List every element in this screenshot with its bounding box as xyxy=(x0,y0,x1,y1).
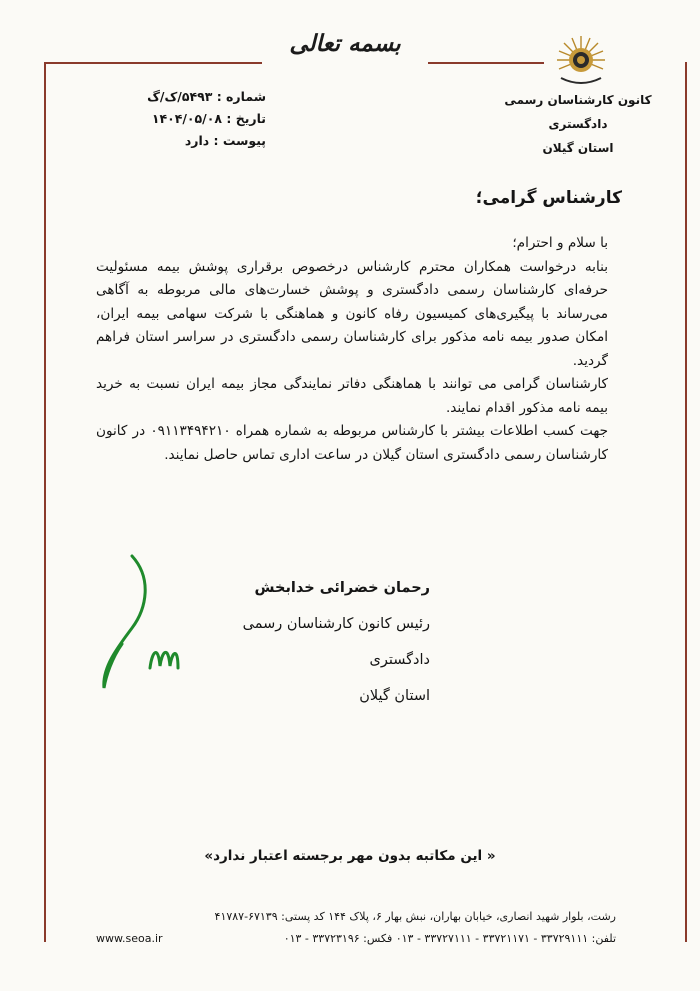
letter-number: شماره : ۵۴۹۳/ک/گ xyxy=(147,89,266,104)
bismillah: بسمه تعالی xyxy=(289,30,401,57)
greeting: با سلام و احترام؛ xyxy=(512,235,608,251)
letter-body xyxy=(96,232,608,467)
organization-emblem-icon xyxy=(550,30,612,86)
letter-attachment: پیوست : دارد xyxy=(184,133,266,148)
signer-name: رحمان خضرائی خدابخش xyxy=(254,580,430,596)
paragraph-2: کارشناسان گرامی می توانند با هماهنگی دفاتر نمایندگی مجاز بیمه ایران نسبت به خرید بیمه نامه مذکور اقدام نمایند. xyxy=(96,376,608,416)
organization-province: استان گیلان xyxy=(542,141,614,155)
frame-left xyxy=(44,62,46,942)
organization-name: کانون کارشناسان رسمی دادگستری xyxy=(504,93,652,131)
letter-meta xyxy=(96,86,266,152)
frame-top-right xyxy=(428,62,544,64)
footer xyxy=(96,906,616,950)
signer-title: رئیس کانون کارشناسان رسمی دادگستری xyxy=(242,616,430,668)
signer-region: استان گیلان xyxy=(359,688,430,704)
footer-address: رشت، بلوار شهید انصاری، خیابان بهاران، نبش بهار ۶، پلاک ۱۴۴ کد پستی: ۶۷۱۳۹-۴۱۷۸۷ xyxy=(214,910,616,923)
letter-date: تاریخ : ۱۴۰۴/۰۵/۰۸ xyxy=(151,111,266,126)
footer-contact-row xyxy=(96,928,616,950)
frame-right xyxy=(685,62,687,942)
paragraph-3: جهت کسب اطلاعات بیشتر با کارشناس مربوطه به شماره همراه ۰۹۱۱۳۴۹۴۲۱۰ در کانون کارشناسان رسمی دادگستری استان گیلان در ساعت اداری تماس حاصل نمایند. xyxy=(96,423,608,463)
footer-phones: تلفن: ۳۳۷۲۹۱۱۱ - ۳۳۷۲۱۱۷۱ - ۳۳۷۲۷۱۱۱ - ۰۱۳ فکس: ۳۳۷۲۳۱۹۶ - ۰۱۳ xyxy=(283,932,616,945)
organization-header xyxy=(488,88,668,160)
footer-website[interactable]: www.seoa.ir xyxy=(96,932,163,945)
signer-block xyxy=(190,570,430,714)
frame-top-left xyxy=(44,62,262,64)
disclaimer: « این مکاتبه بدون مهر برجسته اعتبار ندارد» xyxy=(204,848,496,864)
paragraph-1: بنابه درخواست همکاران محترم کارشناس درخصوص برقراری پوشش بیمه مسئولیت حرفه‌ای کارشناسان رسمی دادگستری و پوشش خسارت‌های مالی مربوطه به آگاهی می‌رساند با پیگیری‌های کمیسیون رفاه کانون و هماهنگی با شرکت سهامی بیمه ایران، امکان صدور بیمه نامه مذکور برای کارشناسان رسمی دادگستری در سراسر استان فراهم گردید. xyxy=(96,258,608,369)
salutation: کارشناس گرامی؛ xyxy=(475,188,622,208)
